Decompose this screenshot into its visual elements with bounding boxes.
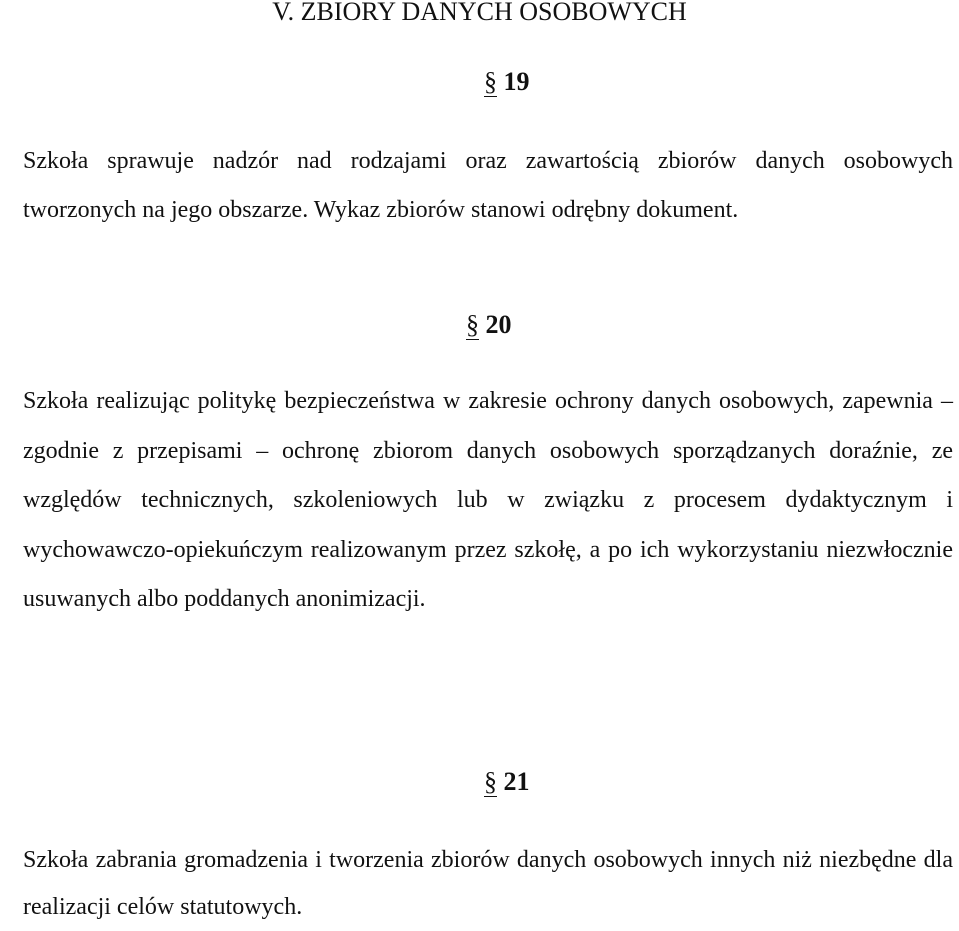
- section-symbol: §: [484, 67, 497, 96]
- section-number: 21: [503, 767, 530, 796]
- section-20-text: Szkoła realizując politykę bezpieczeństwa w zakresie ochrony danych osobowych, zapewnia – zgodnie z przepisami – ochronę zbiorom danych osobowych sporządzanych doraźnie, ze względów technicznych, szkoleniowych lub w związku z procesem dydaktycznym i wychowawczo-opiekuńczym realizowanym przez szkołę, a po ich wykorzystaniu niezwłocznie usuwanych albo poddanych anonimizacji.: [23, 388, 953, 613]
- section-symbol: §: [466, 310, 479, 339]
- section-19-text: Szkoła sprawuje nadzór nad rodzajami oraz zawartością zbiorów danych osobowych tworzonych na jego obszarze. Wykaz zbiorów stanowi odrębny dokument.: [23, 148, 953, 223]
- section-symbol: §: [484, 767, 497, 796]
- section-21-text: Szkoła zabrania gromadzenia i tworzenia zbiorów danych osobowych innych niż niezbędne dla realizacji celów statutowych.: [23, 847, 953, 920]
- section-20-heading: [466, 309, 512, 341]
- section-number: 19: [503, 67, 530, 96]
- section-number: 20: [485, 310, 512, 339]
- section-21-heading: [484, 766, 530, 798]
- chapter-title: V. ZBIORY DANYCH OSOBOWYCH: [272, 0, 687, 26]
- section-19-heading: [484, 66, 530, 98]
